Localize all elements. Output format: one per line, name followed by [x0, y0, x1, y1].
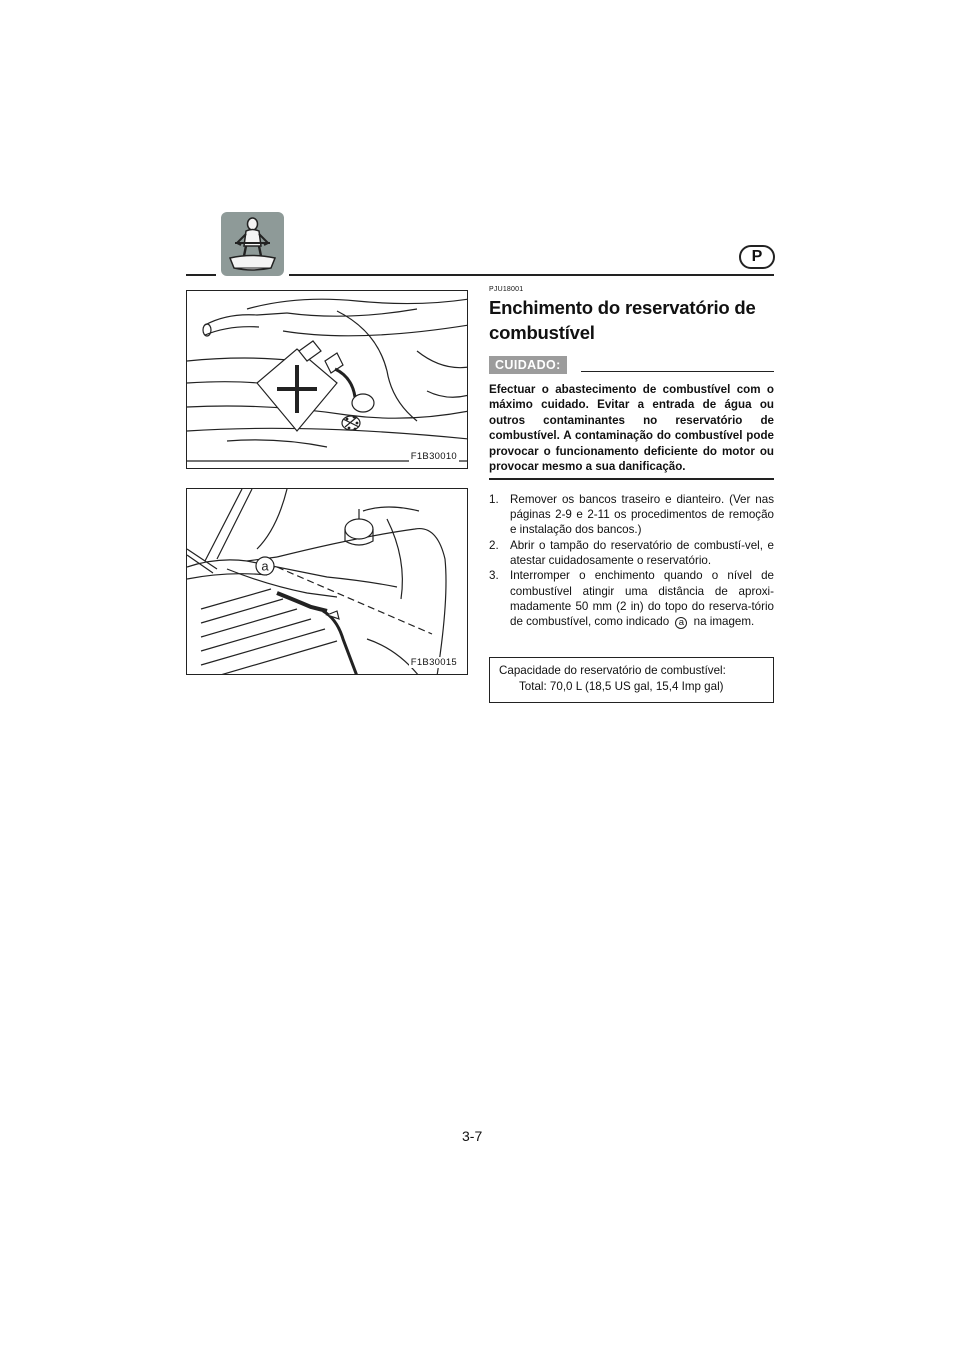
language-badge: P — [739, 245, 775, 269]
caution-rule — [581, 371, 774, 372]
step-text: Abrir o tampão do reservatório de combustí-vel, e atestar cuidadosamente o reservatório. — [510, 538, 774, 567]
jet-ski-rider-icon — [221, 212, 284, 276]
figure-fuel-tank-level — [186, 488, 468, 675]
step-text: Remover os bancos traseiro e dianteiro. (Ver nas páginas 2-9 e 2-11 os procedimentos de remoção e instalação dos bancos.) — [510, 492, 774, 537]
figure-code: F1B30015 — [410, 657, 457, 668]
header-rule-right — [289, 274, 774, 276]
section-content — [489, 286, 774, 629]
caution-label: CUIDADO: — [489, 356, 567, 374]
caution-text: Efectuar o abastecimento de combustível com o máximo cuidado. Evitar a entrada de água ou outros contaminantes no reservatório de combustível. A contaminação do combustível pode provocar o funcionamento deficiente do motor ou provocar mesmo a sua danificação. — [489, 383, 774, 474]
figure-code: F1B30010 — [410, 451, 457, 462]
step-text-end: na imagem. — [693, 615, 755, 629]
caution-header — [489, 355, 774, 377]
step-item — [489, 492, 774, 538]
step-number: 2. — [489, 538, 499, 552]
step-item — [489, 538, 774, 569]
section-title: Enchimento do reservatório de combustível — [489, 297, 756, 343]
marker-a: a — [675, 617, 687, 629]
step-number: 1. — [489, 492, 499, 506]
step-text: Interromper o enchimento quando o nível de combustível atingir uma distância de aproxi-madamente 50 mm (2 in) do topo do reserva-tório de combustível, como indicado — [510, 569, 774, 629]
doc-code: PJU18001 — [489, 286, 524, 293]
figure-fuel-can-filling — [186, 290, 468, 469]
page-number: 3-7 — [462, 1128, 483, 1144]
header-rule-left — [186, 274, 216, 276]
caution-end-rule — [489, 478, 774, 479]
fuel-can-illustration — [187, 291, 468, 469]
capacity-spec-box — [489, 657, 774, 703]
step-number: 3. — [489, 569, 499, 583]
spec-label: Capacidade do reservatório de combustível: — [499, 664, 726, 677]
marker-a-label: a — [261, 558, 269, 574]
spec-value: Total: 70,0 L (18,5 US gal, 15,4 Imp gal) — [519, 680, 724, 693]
step-item — [489, 568, 774, 629]
fuel-tank-illustration — [187, 489, 468, 675]
procedure-steps — [489, 492, 774, 630]
